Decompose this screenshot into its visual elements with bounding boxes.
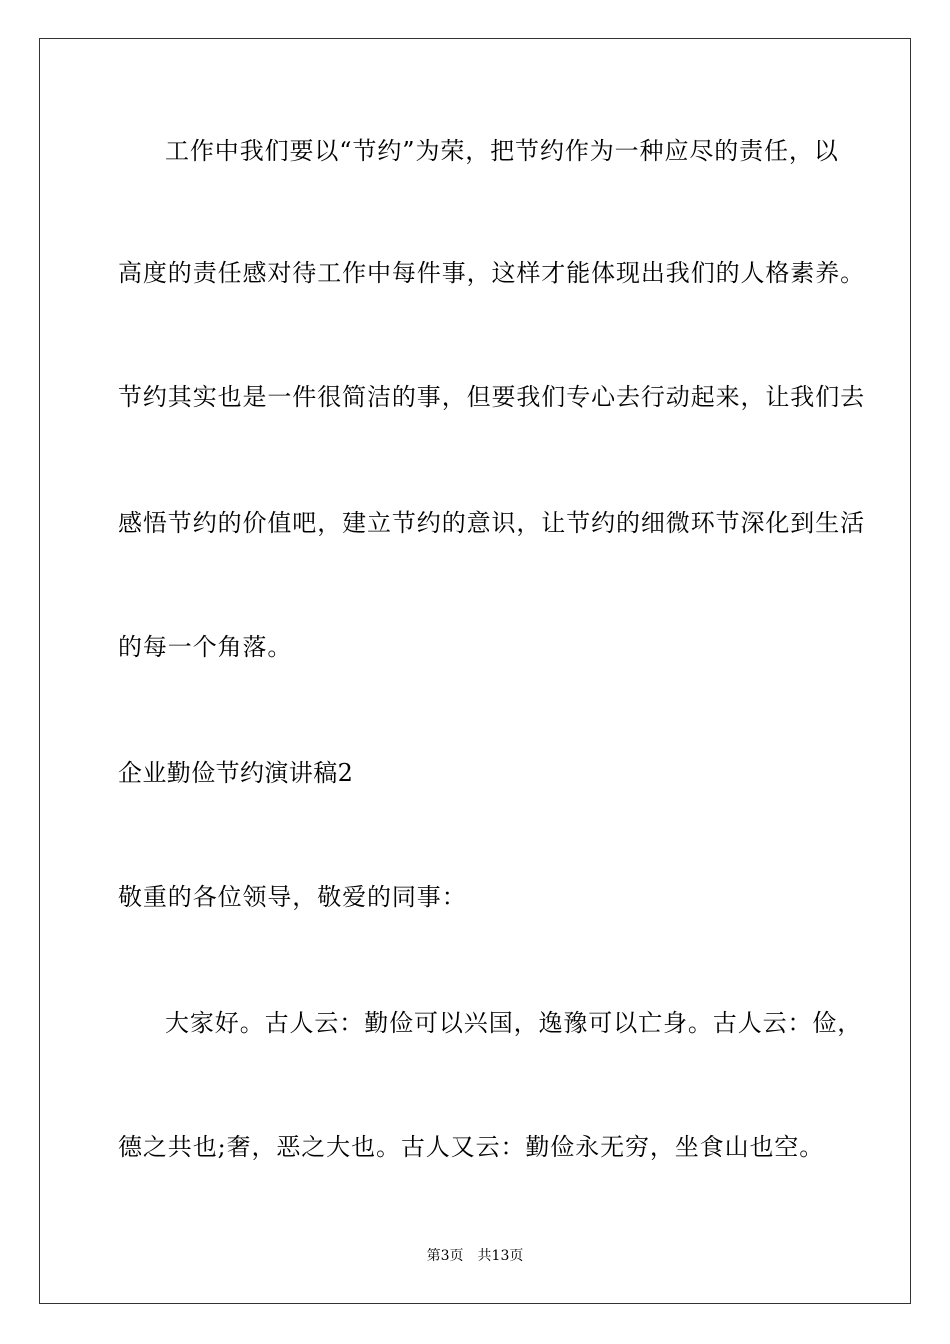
paragraph-line-6: 大家好。古人云：勤俭可以兴国，逸豫可以亡身。古人云：俭， <box>165 1009 863 1037</box>
paragraph-line-1: 工作中我们要以“节约”为荣，把节约作为一种应尽的责任，以 <box>165 137 839 165</box>
page-border <box>39 38 911 1304</box>
page-footer <box>0 1246 950 1266</box>
paragraph-line-4: 感悟节约的价值吧，建立节约的意识，让节约的细微环节深化到生活 <box>118 509 865 537</box>
salutation: 敬重的各位领导，敬爱的同事： <box>118 883 467 911</box>
paragraph-line-5: 的每一个角落。 <box>118 633 293 661</box>
paragraph-line-7: 德之共也;奢，恶之大也。古人又云：勤俭永无穷，坐食山也空。 <box>118 1133 825 1161</box>
total-pages: 共13页 <box>477 1248 524 1264</box>
page-number: 第3页 <box>426 1248 464 1264</box>
section-heading: 企业勤俭节约演讲稿2 <box>118 759 354 787</box>
paragraph-line-3: 节约其实也是一件很简洁的事，但要我们专心去行动起来，让我们去 <box>118 383 865 411</box>
paragraph-line-2: 高度的责任感对待工作中每件事，这样才能体现出我们的人格素养。 <box>118 259 865 287</box>
